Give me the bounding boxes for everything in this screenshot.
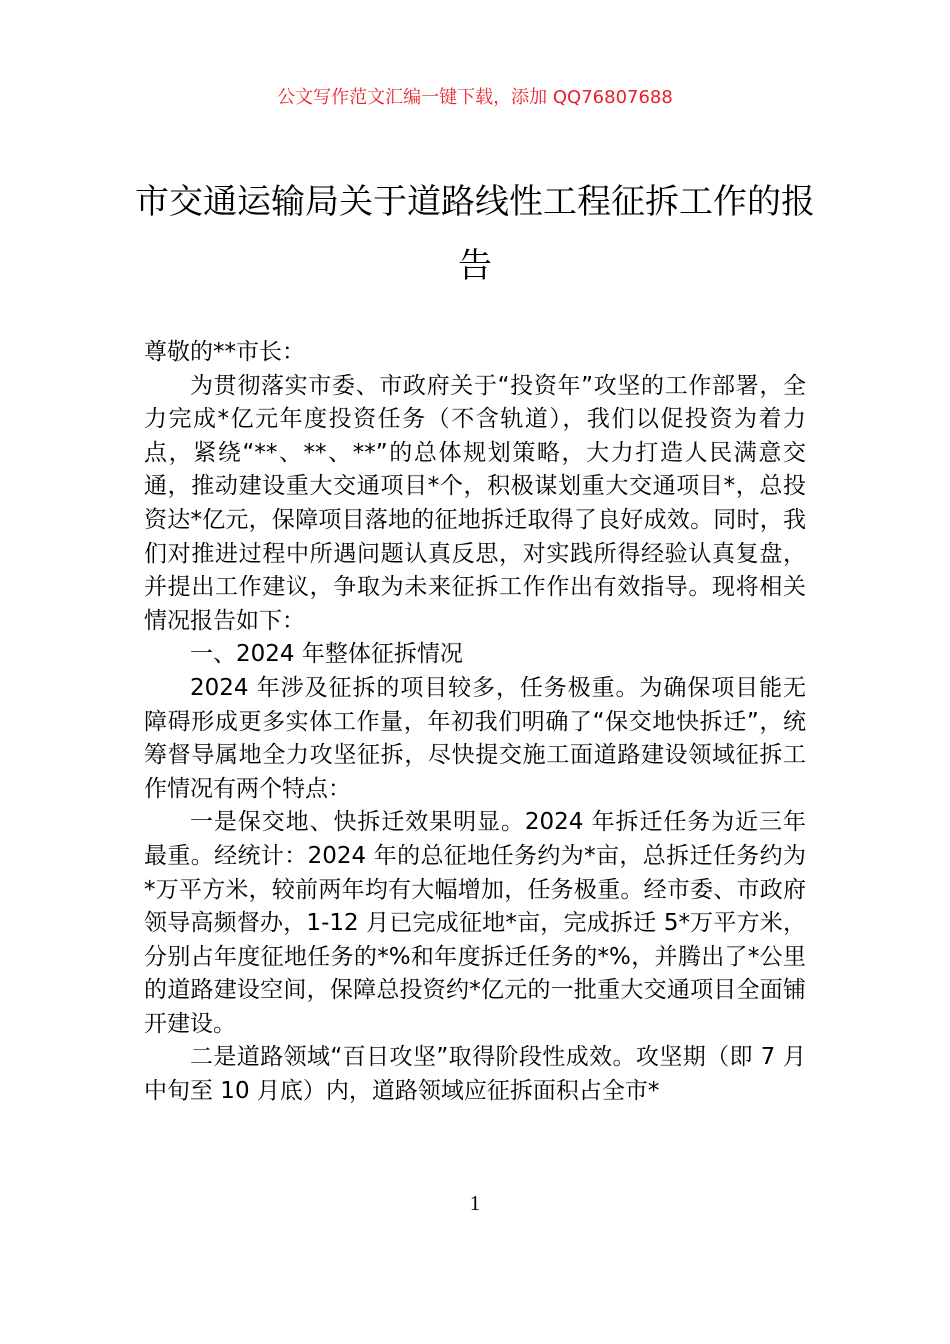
page-number: 1 xyxy=(469,1191,481,1215)
watermark-text: 公文写作范文汇编一键下载，添加 QQ76807688 xyxy=(277,87,673,108)
document-title: 市交通运输局关于道路线性工程征拆工作的报告 xyxy=(135,182,815,286)
paragraph: 2024 年涉及征拆的项目较多，任务极重。为确保项目能无障碍形成更多实体工作量，年初我们明确了“保交地快拆迁”，统筹督导属地全力攻坚征拆，尽快提交施工面道路建设领域征拆工作情况有两个特点： xyxy=(144,674,806,802)
paragraph: 一是保交地、快拆迁效果明显。2024 年拆迁任务为近三年最重。经统计：2024 年的总征地任务约为*亩，总拆迁任务约为*万平方米，较前两年均有大幅增加，任务极重。经市委、市政府领导高频督办，1-12 月已完成征地*亩，完成拆迁 5*万平方米，分别占年度征地任务的*%和年度拆迁任务的*%，并腾出了*公里的道路建设空间，保障总投资约*亿元的一批重大交通项目全面铺开建设。 xyxy=(144,809,806,1037)
salutation: 尊敬的**市长： xyxy=(144,339,305,365)
paragraph: 为贯彻落实市委、市政府关于“投资年”攻坚的工作部署，全力完成*亿元年度投资任务（不含轨道），我们以促投资为着力点，紧绕“**、**、**”的总体规划策略，大力打造人民满意交通，推动建设重大交通项目*个，积极谋划重大交通项目*，总投资达*亿元，保障项目落地的征地拆迁取得了良好成效。同时，我们对推进过程中所遇问题认真反思，对实践所得经验认真复盘，并提出工作建议，争取为未来征拆工作作出有效指导。现将相关情况报告如下： xyxy=(144,372,806,634)
document-body xyxy=(144,336,806,1109)
section-heading: 一、2024 年整体征拆情况 xyxy=(190,641,463,668)
paragraph: 二是道路领域“百日攻坚”取得阶段性成效。攻坚期（即 7 月中旬至 10 月底）内，道路领域应征拆面积占全市* xyxy=(144,1044,806,1105)
